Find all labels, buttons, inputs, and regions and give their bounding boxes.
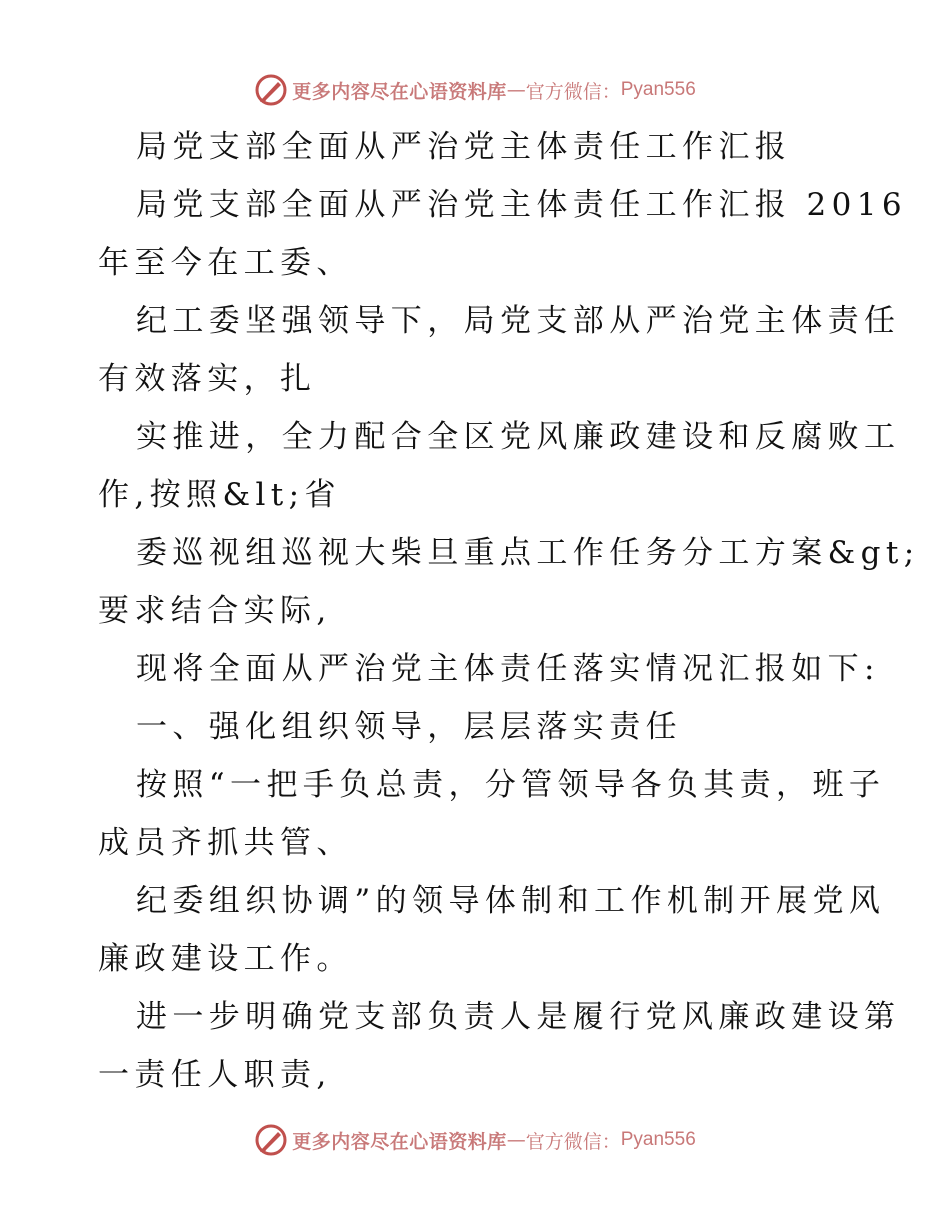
document-line: 现将全面从严治党主体责任落实情况汇报如下: [136,651,880,687]
quill-logo-icon [254,1123,288,1157]
section-heading: 一、强化组织领导，层层落实责任 [136,709,682,745]
document-line: 纪工委坚强领导下，局党支部从严治党主体责任 [136,303,901,339]
document-line: 按照“一把手负总责，分管领导各负其责，班子 [136,767,886,803]
banner-brand-text: 更多内容尽在心语资料库 [292,1130,507,1153]
document-line: 一责任人职责, [98,1057,332,1093]
footer-banner [0,1120,950,1160]
document-line: 委巡视组巡视大柴旦重点工作任务分工方案&gt; [136,535,920,571]
banner-wechat-label: 官方微信： [525,80,621,103]
document-line: 年至今在工委、 [98,245,353,281]
document-line: 实推进，全力配合全区党风廉政建设和反腐败工 [136,419,901,455]
document-line: 局党支部全面从严治党主体责任工作汇报 2016 [136,187,907,223]
quill-logo-icon [254,73,288,107]
document-line: 成员齐抓共管、 [98,825,353,861]
document-line: 要求结合实际, [98,593,332,629]
document-line: 局党支部全面从严治党主体责任工作汇报 [136,129,792,165]
banner-wechat-id: Pyan556 [620,79,696,100]
header-banner [0,70,950,110]
document-body [98,118,920,1104]
document-line: 进一步明确党支部负责人是履行党风廉政建设第 [136,999,901,1035]
document-line: 廉政建设工作。 [98,941,353,977]
document-line: 作,按照&lt;省 [98,477,341,513]
banner-wechat-id: Pyan556 [620,1129,696,1150]
banner-separator: — [506,1129,526,1151]
document-line: 纪委组织协调”的领导体制和工作机制开展党风 [136,883,886,919]
document-line: 有效落实，扎 [98,361,317,397]
banner-brand-text: 更多内容尽在心语资料库 [292,80,507,103]
banner-separator: — [506,79,526,101]
banner-wechat-label: 官方微信： [525,1130,621,1153]
